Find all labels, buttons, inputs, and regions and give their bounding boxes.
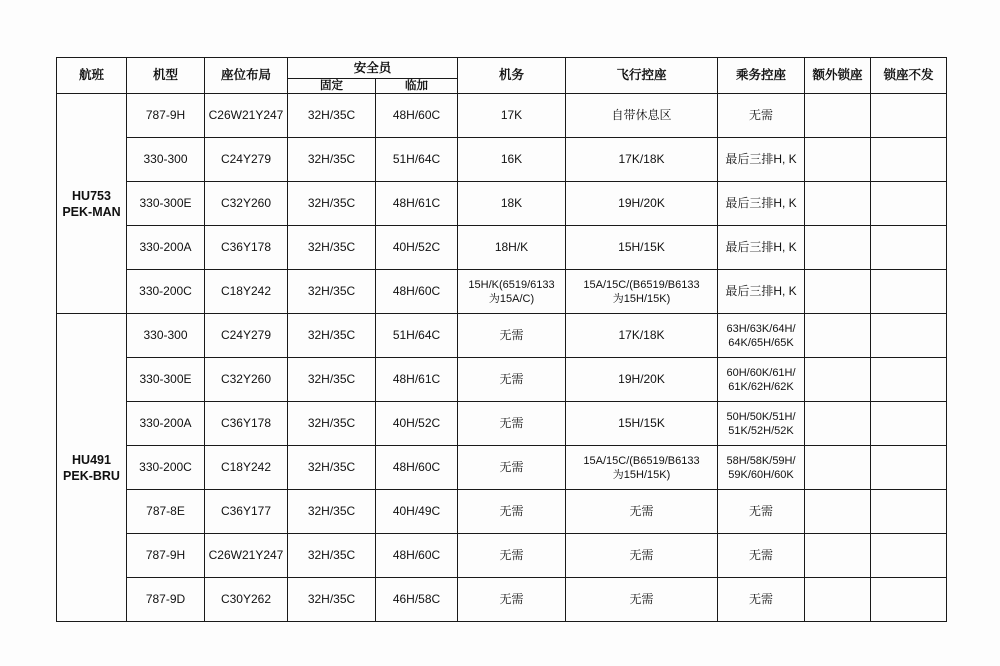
lock-not-sell-cell (871, 402, 947, 446)
crew-cell: 无需 (458, 358, 566, 402)
header-lock-not-sell: 锁座不发 (871, 58, 947, 94)
security-fixed-cell: 32H/35C (288, 182, 376, 226)
table-row (57, 358, 947, 402)
aircraft-cell: 330-300E (127, 182, 205, 226)
extra-lock-cell (805, 314, 871, 358)
security-temp-cell: 40H/52C (376, 402, 458, 446)
cabin-control-cell: 最后三排H, K (718, 270, 805, 314)
header-security: 安全员 (288, 58, 458, 79)
extra-lock-cell (805, 182, 871, 226)
lock-not-sell-cell (871, 138, 947, 182)
security-temp-cell: 48H/60C (376, 94, 458, 138)
table-row (57, 138, 947, 182)
aircraft-cell: 330-300 (127, 138, 205, 182)
crew-cell: 无需 (458, 402, 566, 446)
security-fixed-cell: 32H/35C (288, 314, 376, 358)
flight-control-cell: 17K/18K (566, 314, 718, 358)
aircraft-cell: 787-8E (127, 490, 205, 534)
crew-cell: 无需 (458, 578, 566, 622)
lock-not-sell-cell (871, 358, 947, 402)
cabin-control-cell: 60H/60K/61H/ 61K/62H/62K (718, 358, 805, 402)
crew-cell: 16K (458, 138, 566, 182)
layout-cell: C26W21Y247 (205, 534, 288, 578)
layout-cell: C36Y178 (205, 402, 288, 446)
security-temp-cell: 40H/52C (376, 226, 458, 270)
table-row (57, 182, 947, 226)
table-row (57, 578, 947, 622)
lock-not-sell-cell (871, 314, 947, 358)
security-temp-cell: 48H/60C (376, 270, 458, 314)
crew-cell: 无需 (458, 314, 566, 358)
aircraft-cell: 330-200C (127, 446, 205, 490)
security-temp-cell: 46H/58C (376, 578, 458, 622)
flight-control-cell: 无需 (566, 534, 718, 578)
lock-not-sell-cell (871, 226, 947, 270)
crew-cell: 18K (458, 182, 566, 226)
extra-lock-cell (805, 138, 871, 182)
crew-cell: 17K (458, 94, 566, 138)
header-flight-control: 飞行控座 (566, 58, 718, 94)
header-extra-lock: 额外锁座 (805, 58, 871, 94)
lock-not-sell-cell (871, 534, 947, 578)
extra-lock-cell (805, 358, 871, 402)
table-row (57, 402, 947, 446)
extra-lock-cell (805, 534, 871, 578)
cabin-control-cell: 无需 (718, 94, 805, 138)
header-aircraft: 机型 (127, 58, 205, 94)
layout-cell: C32Y260 (205, 182, 288, 226)
cabin-control-cell: 最后三排H, K (718, 182, 805, 226)
layout-cell: C24Y279 (205, 314, 288, 358)
crew-cell: 无需 (458, 446, 566, 490)
header-crew: 机务 (458, 58, 566, 94)
aircraft-cell: 330-200A (127, 402, 205, 446)
security-fixed-cell: 32H/35C (288, 270, 376, 314)
header-security-fixed: 固定 (288, 79, 376, 94)
flight-control-cell: 19H/20K (566, 182, 718, 226)
flight-control-cell: 无需 (566, 490, 718, 534)
flight-cell: HU491 PEK-BRU (57, 314, 127, 622)
security-temp-cell: 51H/64C (376, 314, 458, 358)
cabin-control-cell: 无需 (718, 490, 805, 534)
security-fixed-cell: 32H/35C (288, 94, 376, 138)
flight-control-cell: 自带休息区 (566, 94, 718, 138)
table-row (57, 490, 947, 534)
aircraft-cell: 330-200C (127, 270, 205, 314)
layout-cell: C36Y177 (205, 490, 288, 534)
header-security-temp: 临加 (376, 79, 458, 94)
aircraft-cell: 787-9D (127, 578, 205, 622)
layout-cell: C18Y242 (205, 446, 288, 490)
security-fixed-cell: 32H/35C (288, 402, 376, 446)
cabin-control-cell: 无需 (718, 578, 805, 622)
flight-control-cell: 15H/15K (566, 402, 718, 446)
flight-cell: HU753 PEK-MAN (57, 94, 127, 314)
crew-cell: 无需 (458, 534, 566, 578)
extra-lock-cell (805, 446, 871, 490)
flight-control-cell: 15A/15C/(B6519/B6133 为15H/15K) (566, 446, 718, 490)
table-row (57, 534, 947, 578)
layout-cell: C18Y242 (205, 270, 288, 314)
security-temp-cell: 48H/61C (376, 358, 458, 402)
layout-cell: C32Y260 (205, 358, 288, 402)
crew-cell: 18H/K (458, 226, 566, 270)
aircraft-cell: 787-9H (127, 534, 205, 578)
extra-lock-cell (805, 402, 871, 446)
table-row (57, 226, 947, 270)
lock-not-sell-cell (871, 490, 947, 534)
crew-cell: 无需 (458, 490, 566, 534)
flight-control-cell: 19H/20K (566, 358, 718, 402)
aircraft-cell: 330-200A (127, 226, 205, 270)
layout-cell: C26W21Y247 (205, 94, 288, 138)
security-temp-cell: 48H/60C (376, 446, 458, 490)
aircraft-cell: 787-9H (127, 94, 205, 138)
cabin-control-cell: 无需 (718, 534, 805, 578)
table-body (57, 94, 947, 622)
extra-lock-cell (805, 226, 871, 270)
security-temp-cell: 48H/60C (376, 534, 458, 578)
header-flight: 航班 (57, 58, 127, 94)
security-fixed-cell: 32H/35C (288, 446, 376, 490)
security-temp-cell: 48H/61C (376, 182, 458, 226)
table-row (57, 270, 947, 314)
lock-not-sell-cell (871, 182, 947, 226)
extra-lock-cell (805, 94, 871, 138)
flight-control-cell: 17K/18K (566, 138, 718, 182)
flight-control-cell: 无需 (566, 578, 718, 622)
aircraft-cell: 330-300 (127, 314, 205, 358)
layout-cell: C30Y262 (205, 578, 288, 622)
crew-cell: 15H/K(6519/6133 为15A/C) (458, 270, 566, 314)
security-fixed-cell: 32H/35C (288, 490, 376, 534)
seat-control-table (56, 57, 947, 622)
security-fixed-cell: 32H/35C (288, 578, 376, 622)
aircraft-cell: 330-300E (127, 358, 205, 402)
lock-not-sell-cell (871, 446, 947, 490)
security-temp-cell: 40H/49C (376, 490, 458, 534)
header-layout: 座位布局 (205, 58, 288, 94)
lock-not-sell-cell (871, 578, 947, 622)
flight-control-cell: 15H/15K (566, 226, 718, 270)
extra-lock-cell (805, 490, 871, 534)
cabin-control-cell: 50H/50K/51H/ 51K/52H/52K (718, 402, 805, 446)
lock-not-sell-cell (871, 270, 947, 314)
extra-lock-cell (805, 578, 871, 622)
flight-control-cell: 15A/15C/(B6519/B6133 为15H/15K) (566, 270, 718, 314)
lock-not-sell-cell (871, 94, 947, 138)
security-fixed-cell: 32H/35C (288, 358, 376, 402)
layout-cell: C24Y279 (205, 138, 288, 182)
header-cabin-control: 乘务控座 (718, 58, 805, 94)
layout-cell: C36Y178 (205, 226, 288, 270)
table-row (57, 446, 947, 490)
cabin-control-cell: 最后三排H, K (718, 138, 805, 182)
security-fixed-cell: 32H/35C (288, 534, 376, 578)
security-fixed-cell: 32H/35C (288, 226, 376, 270)
table-row (57, 94, 947, 138)
cabin-control-cell: 最后三排H, K (718, 226, 805, 270)
security-temp-cell: 51H/64C (376, 138, 458, 182)
cabin-control-cell: 58H/58K/59H/ 59K/60H/60K (718, 446, 805, 490)
table-row (57, 314, 947, 358)
extra-lock-cell (805, 270, 871, 314)
cabin-control-cell: 63H/63K/64H/ 64K/65H/65K (718, 314, 805, 358)
security-fixed-cell: 32H/35C (288, 138, 376, 182)
